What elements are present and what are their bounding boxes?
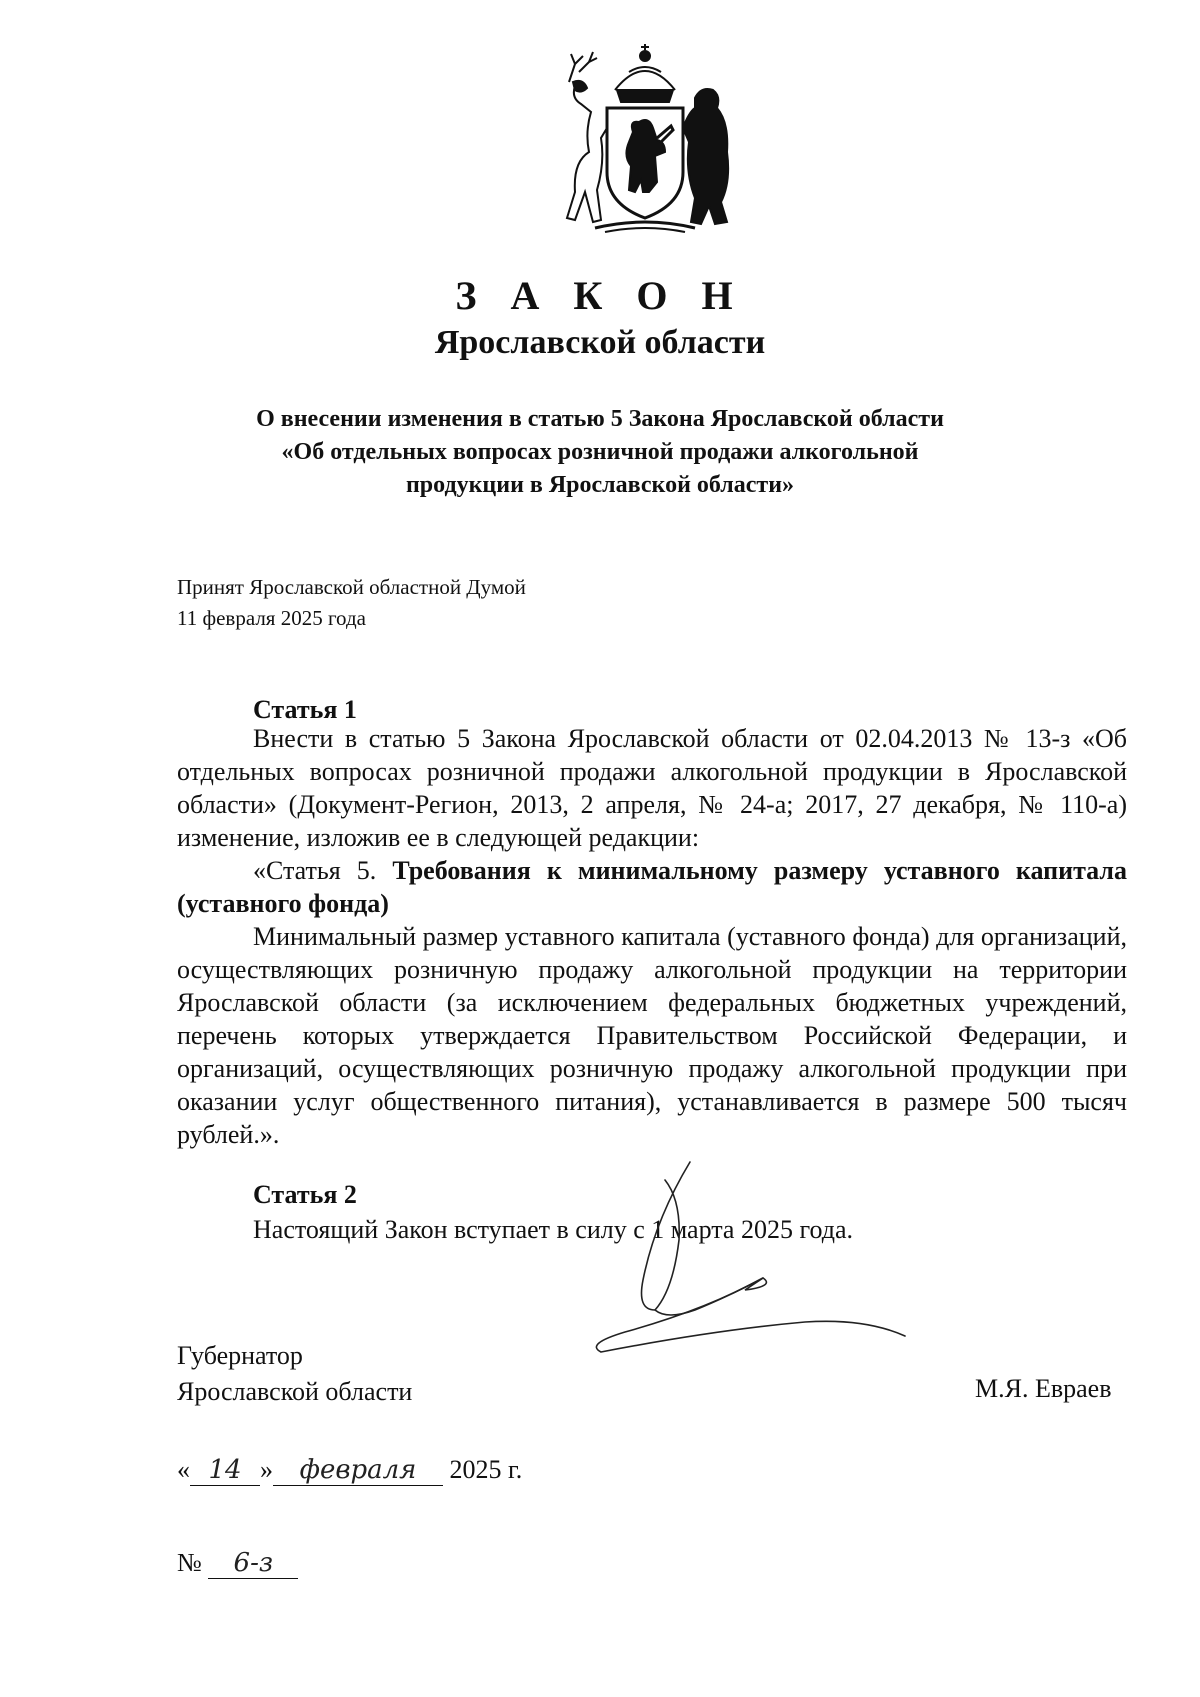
adoption-body: Принят Ярославской областной Думой [177, 575, 526, 599]
signing-date [177, 1455, 522, 1486]
signatory-position: Губернатор [177, 1341, 303, 1370]
article-2-paragraph: Настоящий Закон вступает в силу с 1 марта 2025 года. [253, 1215, 853, 1244]
article-1-heading: Статья 1 [253, 695, 357, 724]
signatory-region: Ярославской области [177, 1377, 413, 1406]
article-1-body [177, 722, 1127, 1151]
yaroslavl-coat-of-arms-icon [545, 42, 745, 240]
article-2-heading: Статья 2 [253, 1180, 357, 1209]
date-day: 14 [190, 1455, 260, 1486]
date-open-quote: « [177, 1455, 190, 1484]
subject-line: «Об отдельных вопросах розничной продажи алкогольной [281, 439, 919, 465]
signatory-title [177, 1338, 412, 1410]
adoption-date: 11 февраля 2025 года [177, 606, 366, 630]
quote-prefix: «Статья 5. [253, 856, 393, 885]
subject-line: продукции в Ярославской области» [405, 472, 795, 498]
date-month: февраля [273, 1455, 443, 1486]
signatory-name: М.Я. Евраев [975, 1374, 1112, 1403]
date-year: 2025 г. [449, 1455, 523, 1484]
law-subject-title [180, 403, 1020, 502]
governor-signature [595, 1160, 990, 1480]
adoption-note [177, 572, 526, 634]
law-number [177, 1548, 298, 1579]
article-5-quote-text: Минимальный размер уставного капитала (уставного фонда) для организаций, осуществляющих розничную продажу алкогольной продукции на территории Ярославской области (за исключением федеральных бюджетных учреждений, перечень которых утверждается Правительством Российской Федерации, и организаций, осуществляющих розничную продажу алкогольной продукции при оказании услуг общественного питания), устанавливается в размере 500 тысяч рублей.». [177, 922, 1127, 1149]
article-5-quote-heading [177, 854, 1127, 920]
document-type-title: З А К О Н [455, 273, 745, 318]
subject-line: О внесении изменения в статью 5 Закона Ярославской области [256, 406, 944, 432]
quote-title: Требования к минимальному размеру уставного капитала (уставного фонда) [177, 856, 1127, 918]
number-prefix: № [177, 1548, 202, 1577]
article-1-paragraph: Внести в статью 5 Закона Ярославской области от 02.04.2013 № 13-з «Об отдельных вопросах розничной продажи алкогольной продукции в Ярославской области» (Документ-Регион, 2013, 2 апреля, № 24-а; 2017, 27 декабря, № 110-а) изменение, изложив ее в следующей редакции: [177, 724, 1127, 852]
document-region-title: Ярославской области [434, 324, 766, 361]
date-close-quote: » [260, 1455, 273, 1484]
number-value: 6-з [208, 1548, 298, 1579]
